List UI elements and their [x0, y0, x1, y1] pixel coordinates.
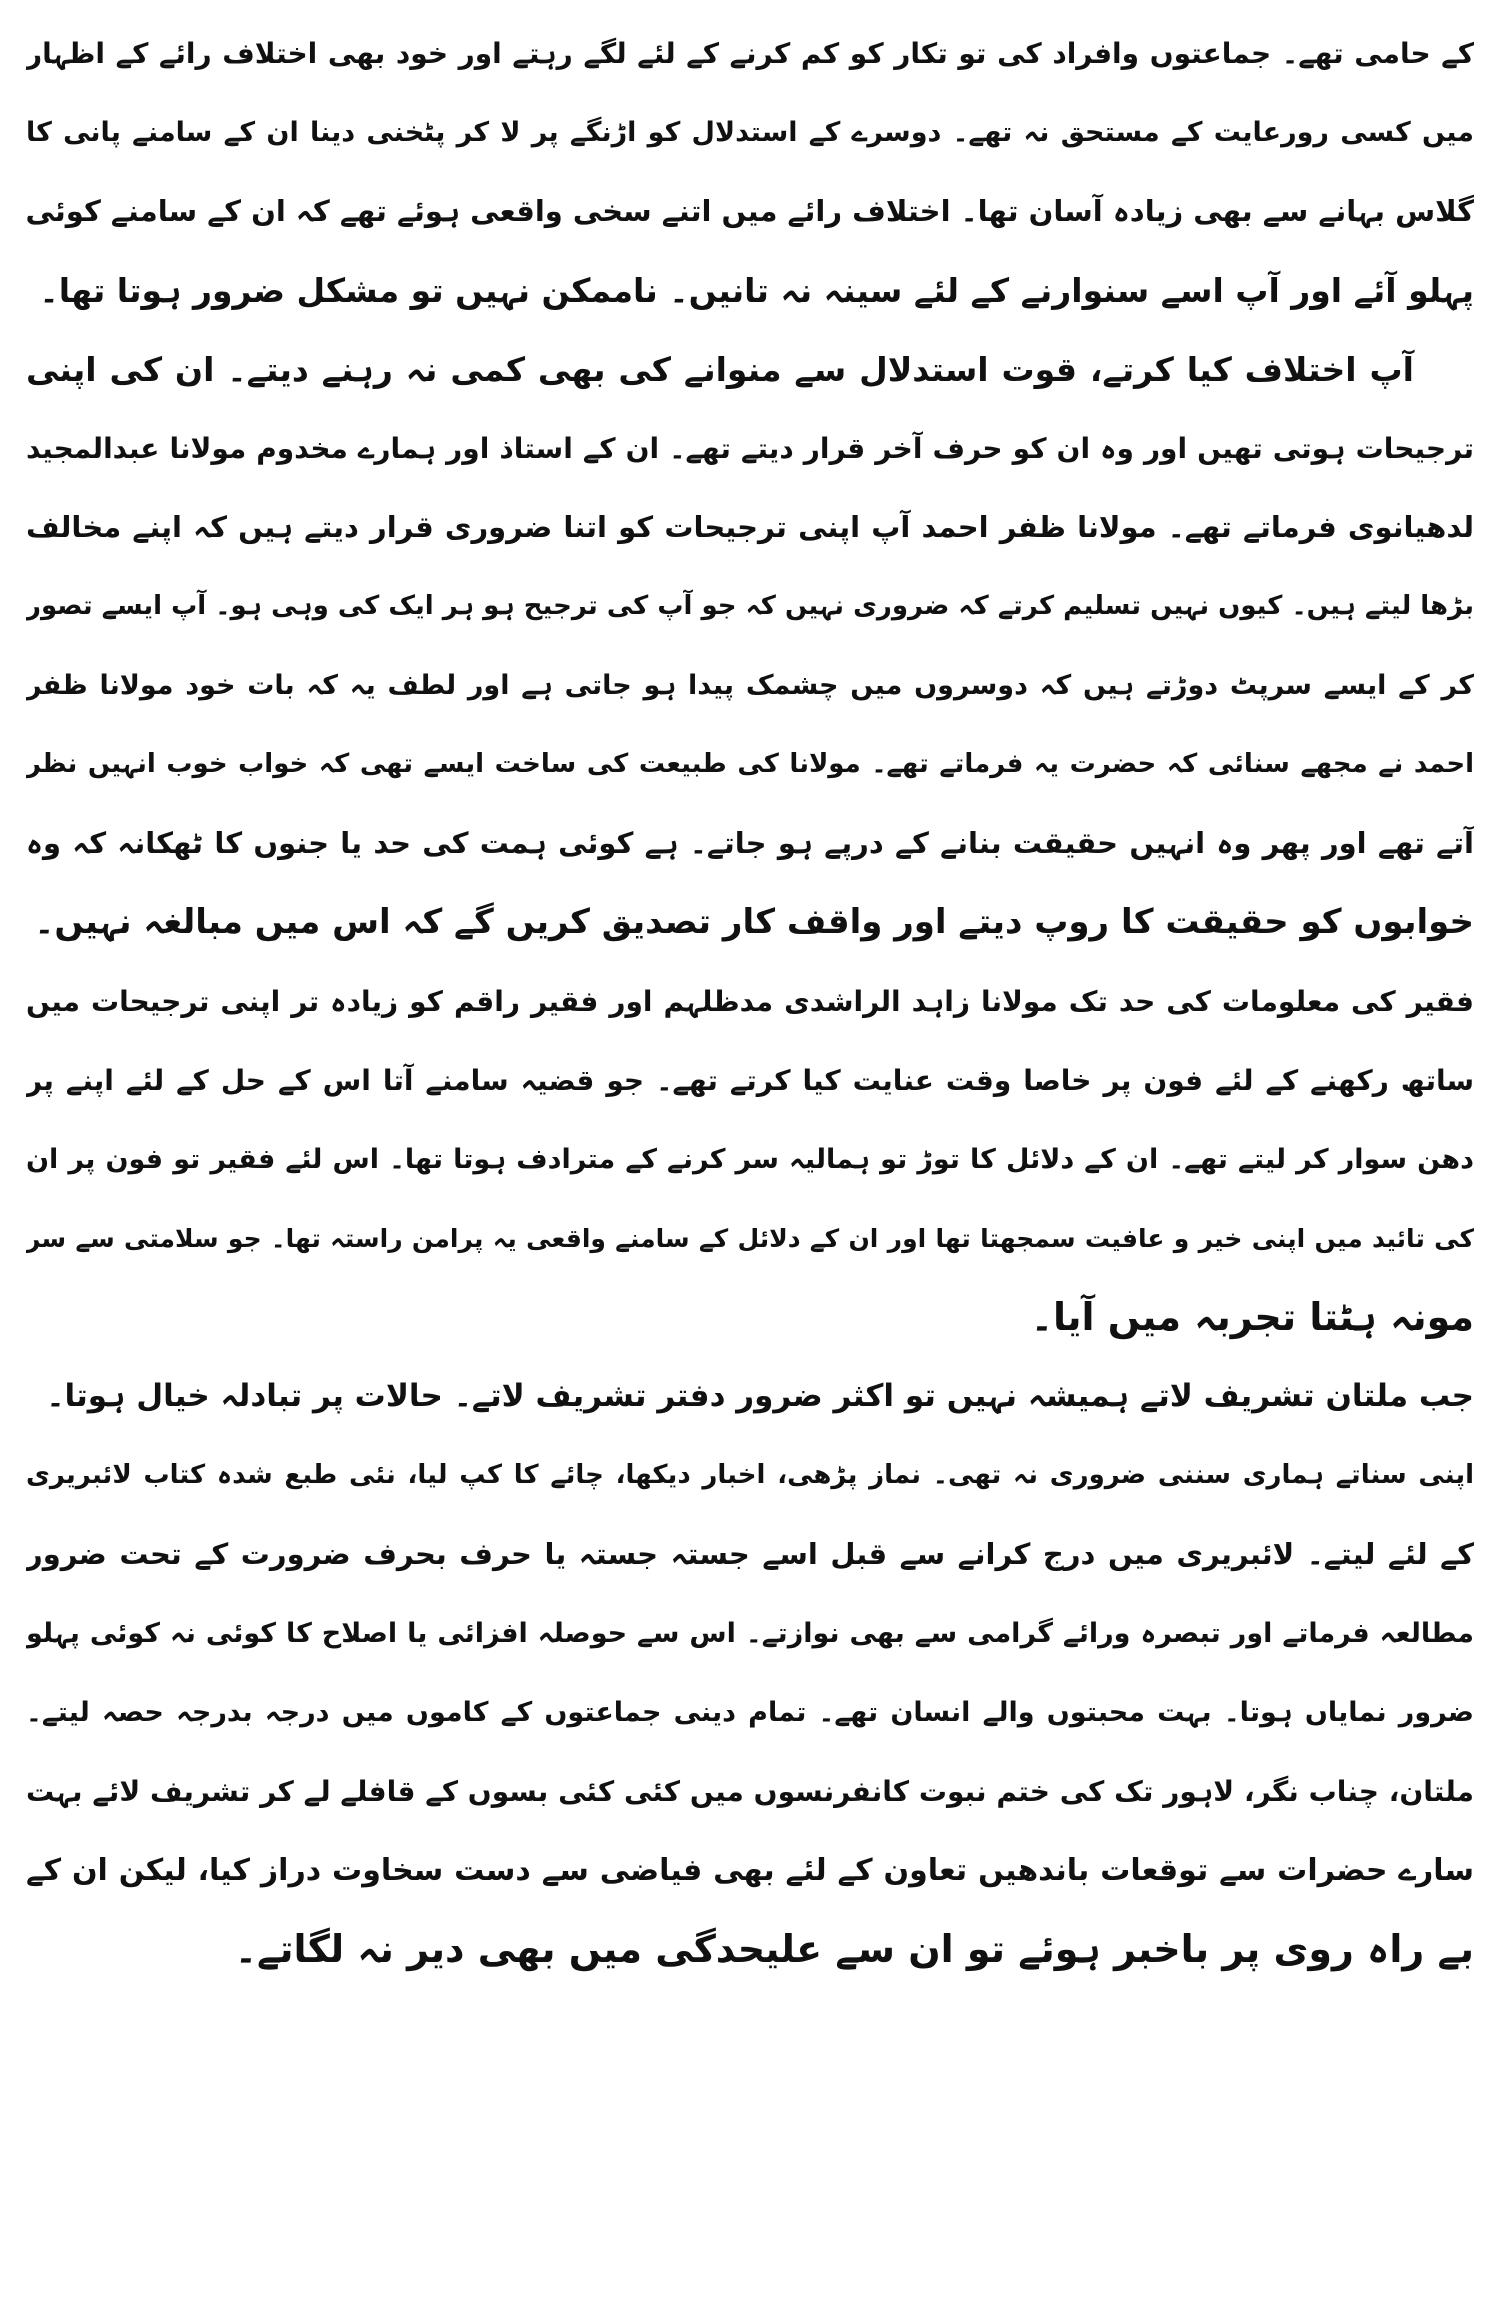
text-line: احمد نے مجھے سنائی کہ حضرت یہ فرماتے تھے۔ مولانا کی طبیعت کی ساخت ایسے تھی کہ خواب خوب انہیں نظر	[26, 749, 1474, 779]
text-line: کے حامی تھے۔ جماعتوں وافراد کی تو تکار کو کم کرنے کے لئے لگے رہتے اور خود بھی اختلاف رائے کے اظہار	[26, 37, 1474, 70]
text-line: ترجیحات ہوتی تھیں اور وہ ان کو حرف آخر قرار دیتے تھے۔ ان کے استاذ اور ہمارے مخدوم مولانا عبدالمجید	[26, 432, 1474, 465]
text-line: مطالعہ فرماتے اور تبصرہ ورائے گرامی سے بھی نوازتے۔ اس سے حوصلہ افزائی یا اصلاح کا کوئی نہ کوئی پہلو	[26, 1618, 1474, 1649]
paragraph-3	[26, 962, 1474, 1357]
text-line: ساتھ رکھنے کے لئے فون پر خاصا وقت عنایت کیا کرتے تھے۔ جو قضیہ سامنے آتا اس کے حل کے لئے اپنے پر	[26, 1064, 1474, 1097]
text-line: دھن سوار کر لیتے تھے۔ ان کے دلائل کا توڑ تو ہمالیہ سر کرنے کے مترادف ہوتا تھا۔ اس لئے فقیر تو فون پر ان	[26, 1144, 1474, 1175]
article-body	[26, 14, 1474, 1989]
text-line: پہلو آئے اور آپ اسے سنوارنے کے لئے سینہ نہ تانیں۔ ناممکن نہیں تو مشکل ضرور ہوتا تھا۔	[39, 271, 1474, 310]
text-line: بے راہ روی پر باخبر ہوئے تو ان سے علیحدگی میں بھی دیر نہ لگاتے۔	[234, 1927, 1474, 1971]
text-line: لدھیانوی فرماتے تھے۔ مولانا ظفر احمد آپ اپنی ترجیحات کو اتنا ضروری قرار دیتے ہیں کہ اپنے مخالف	[26, 510, 1474, 544]
text-line: ضرور نمایاں ہوتا۔ بہت محبتوں والے انسان تھے۔ تمام دینی جماعتوں کے کاموں میں درجہ بدرجہ حصہ لیتے۔	[26, 1697, 1474, 1728]
text-line: جب ملتان تشریف لاتے ہمیشہ نہیں تو اکثر ضرور دفتر تشریف لاتے۔ حالات پر تبادلہ خیال ہوتا۔	[46, 1378, 1474, 1414]
text-line: خوابوں کو حقیقت کا روپ دیتے اور واقف کار تصدیق کریں گے کہ اس میں مبالغہ نہیں۔	[34, 902, 1474, 942]
text-line: آتے تھے اور پھر وہ انہیں حقیقت بنانے کے درپے ہو جاتے۔ ہے کوئی ہمت کی حد یا جنوں کا ٹھکانہ کہ وہ	[26, 826, 1474, 860]
text-line: ملتان، چناب نگر، لاہور تک کی ختم نبوت کانفرنسوں میں کئی کئی بسوں کے قافلے لے کر تشریف لائے بہت	[26, 1775, 1474, 1808]
paragraph-4	[26, 1357, 1474, 1989]
text-line: گلاس بہانے سے بھی زیادہ آسان تھا۔ اختلاف رائے میں اتنے سخی واقعی ہوئے تھے کہ ان کے سامنے کوئی	[26, 194, 1474, 228]
paragraph-1	[26, 14, 1474, 330]
text-line: بڑھا لیتے ہیں۔ کیوں نہیں تسلیم کرتے کہ ضروری نہیں کہ جو آپ کی ترجیح ہو ہر ایک کی وہی ہو۔ آپ ایسے تصور	[26, 591, 1474, 621]
text-line: آپ اختلاف کیا کرتے، قوت استدلال سے منوانے کی بھی کمی نہ رہنے دیتے۔ ان کی اپنی	[26, 350, 1414, 389]
text-line: کی تائید میں اپنی خیر و عافیت سمجھتا تھا اور ان کے دلائل کے سامنے واقعی یہ پرامن راستہ تھا۔ جو سلامتی سے سر	[26, 1224, 1474, 1253]
paragraph-2	[26, 330, 1474, 962]
text-line: میں کسی رورعایت کے مستحق نہ تھے۔ دوسرے کے استدلال کو اڑنگے پر لا کر پٹخنی دینا ان کے سامنے پانی کا	[26, 117, 1474, 148]
text-line: کر کے ایسے سرپٹ دوڑتے ہیں کہ دوسروں میں چشمک پیدا ہو جاتی ہے اور لطف یہ کہ بات خود مولانا ظفر	[26, 670, 1474, 701]
text-line: کے لئے لیتے۔ لائبریری میں درج کرانے سے قبل اسے جستہ جستہ یا حرف بحرف ضرورت کے تحت ضرور	[26, 1537, 1474, 1571]
text-line: فقیر کی معلومات کی حد تک مولانا زاہد الراشدی مدظلہم اور فقیر راقم کو زیادہ تر اپنی ترجیحات میں	[26, 985, 1474, 1018]
text-line: سارے حضرات سے توقعات باندھیں تعاون کے لئے بھی فیاضی سے دست سخاوت دراز کیا، لیکن ان کے	[26, 1853, 1474, 1888]
text-line: مونہ ہٹتا تجربہ میں آیا۔	[1030, 1295, 1474, 1339]
text-line: اپنی سناتے ہماری سننی ضروری نہ تھی۔ نماز پڑھی، اخبار دیکھا، چائے کا کپ لیا، نئی طبع شدہ کتاب لائبریری	[26, 1460, 1474, 1490]
